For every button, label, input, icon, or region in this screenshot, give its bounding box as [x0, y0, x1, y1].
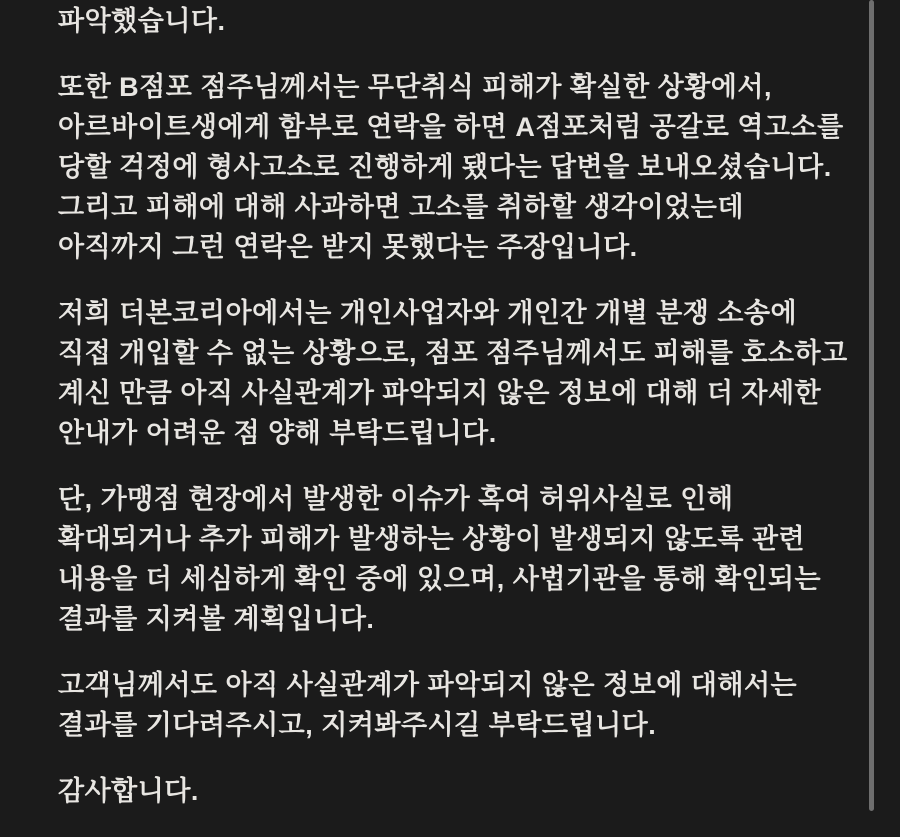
text-line: 감사합니다.: [58, 776, 199, 806]
paragraph: [58, 771, 860, 811]
scrollbar-thumb[interactable]: [869, 0, 874, 811]
text-line: 고객님께서도 아직 사실관계가 파악되지 않은 정보에 대해서는: [58, 670, 798, 700]
text-line: 파악했습니다.: [58, 6, 226, 36]
text-line: 확대되거나 추가 피해가 발생하는 상황이 발생되지 않도록 관련: [58, 524, 806, 554]
text-line: 결과를 기다려주시고, 지켜봐주시길 부탁드립니다.: [58, 710, 657, 740]
paragraph: [58, 665, 860, 745]
text-line: 그리고 피해에 대해 사과하면 고소를 취하할 생각이었는데: [58, 192, 744, 222]
paragraph: [58, 293, 860, 453]
paragraph: [58, 1, 860, 41]
text-line: 결과를 지켜볼 계획입니다.: [58, 604, 375, 634]
paragraph: [58, 67, 860, 267]
reply-text-body: [58, 1, 860, 837]
text-line: 내용을 더 세심하게 확인 중에 있으며, 사법기관을 통해 확인되는: [58, 564, 822, 594]
text-line: 당할 걱정에 형사고소로 진행하게 됐다는 답변을 보내오셨습니다.: [58, 152, 832, 182]
text-line: 안내가 어려운 점 양해 부탁드립니다.: [58, 418, 497, 448]
text-line: 아직까지 그런 연락은 받지 못했다는 주장입니다.: [58, 232, 638, 262]
text-line: 저희 더본코리아에서는 개인사업자와 개인간 개별 분쟁 소송에: [58, 298, 798, 328]
text-line: 단, 가맹점 현장에서 발생한 이슈가 혹여 허위사실로 인해: [58, 484, 734, 514]
text-line: 또한 B점포 점주님께서는 무단취식 피해가 확실한 상황에서,: [58, 72, 772, 102]
paragraph: [58, 479, 860, 639]
text-line: 계신 만큼 아직 사실관계가 파악되지 않은 정보에 대해 더 자세한: [58, 378, 822, 408]
text-line: 직접 개입할 수 없는 상황으로, 점포 점주님께서도 피해를 호소하고: [58, 338, 848, 368]
text-line: 아르바이트생에게 함부로 연락을 하면 A점포처럼 공갈로 역고소를: [58, 112, 844, 142]
